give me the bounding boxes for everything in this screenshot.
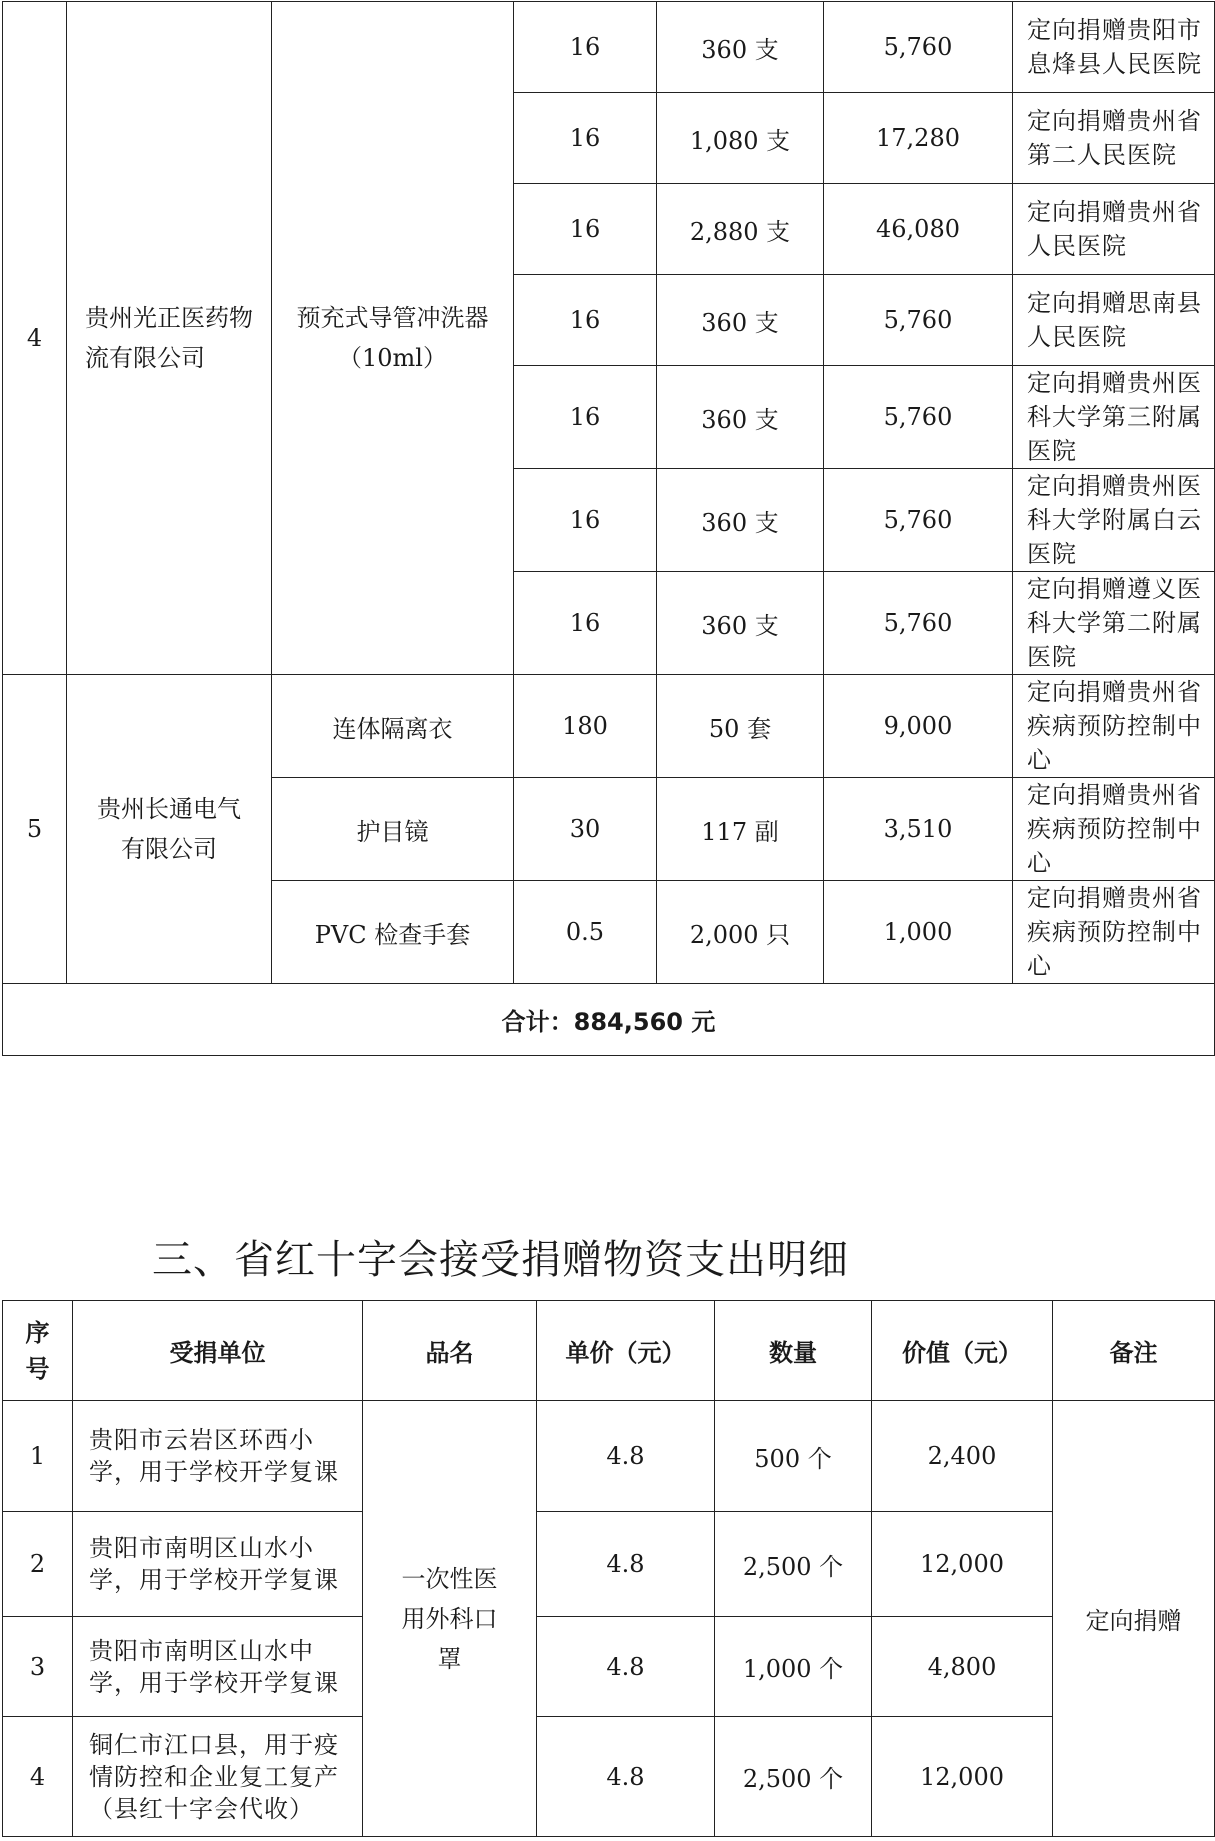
row-number: 2 [3,1512,73,1617]
value: 5,760 [824,366,1013,469]
value: 5,760 [824,2,1013,93]
product-name: 预充式导管冲洗器（10ml） [272,2,514,675]
recipient: 贵阳市南明区山水中学，用于学校开学复课 [73,1617,363,1717]
value: 4,800 [872,1617,1053,1717]
header-quantity: 数量 [715,1301,872,1401]
table-row [3,1617,1215,1717]
remark: 定向捐赠贵州医科大学附属白云医院 [1013,469,1215,572]
header-recipient: 受捐单位 [73,1301,363,1401]
header-row [3,1301,1215,1401]
value: 9,000 [824,675,1013,778]
value: 2,400 [872,1401,1053,1512]
expenditure-table [2,1300,1215,1837]
value: 3,510 [824,778,1013,881]
quantity: 2,880 支 [657,184,824,275]
quantity: 360 支 [657,366,824,469]
value: 12,000 [872,1512,1053,1617]
unit-price: 4.8 [537,1717,715,1837]
unit-price: 16 [514,184,657,275]
header-remark: 备注 [1053,1301,1215,1401]
unit-price: 0.5 [514,881,657,984]
remark: 定向捐赠贵州省疾病预防控制中心 [1013,675,1215,778]
table-row [3,1512,1215,1617]
unit-price: 4.8 [537,1617,715,1717]
unit-price: 16 [514,93,657,184]
product-name: PVC 检查手套 [272,881,514,984]
header-unit-price: 单价（元） [537,1301,715,1401]
donor-name: 贵州长通电气有限公司 [67,675,272,984]
quantity: 360 支 [657,2,824,93]
recipient: 贵阳市云岩区环西小学，用于学校开学复课 [73,1401,363,1512]
remark: 定向捐赠贵州省人民医院 [1013,184,1215,275]
row-number: 1 [3,1401,73,1512]
row-number: 4 [3,1717,73,1837]
unit-price: 16 [514,469,657,572]
unit-price: 4.8 [537,1512,715,1617]
table-row [3,675,1215,778]
donor-name: 贵州光正医药物流有限公司 [67,2,272,675]
remark: 定向捐赠 [1053,1401,1215,1837]
recipient: 铜仁市江口县，用于疫情防控和企业复工复产（县红十字会代收） [73,1717,363,1837]
quantity: 2,000 只 [657,881,824,984]
remark: 定向捐赠遵义医科大学第二附属医院 [1013,572,1215,675]
remark: 定向捐赠贵州省第二人民医院 [1013,93,1215,184]
quantity: 360 支 [657,572,824,675]
product-name: 连体隔离衣 [272,675,514,778]
quantity: 360 支 [657,275,824,366]
product-name: 一次性医用外科口罩 [363,1401,537,1837]
quantity: 500 个 [715,1401,872,1512]
quantity: 1,000 个 [715,1617,872,1717]
header-value: 价值（元） [872,1301,1053,1401]
value: 12,000 [872,1717,1053,1837]
unit-price: 180 [514,675,657,778]
value: 17,280 [824,93,1013,184]
row-number: 5 [3,675,67,984]
header-product: 品名 [363,1301,537,1401]
product-name: 护目镜 [272,778,514,881]
value: 5,760 [824,275,1013,366]
value: 46,080 [824,184,1013,275]
unit-price: 30 [514,778,657,881]
unit-price: 4.8 [537,1401,715,1512]
value: 1,000 [824,881,1013,984]
row-number: 3 [3,1617,73,1717]
quantity: 1,080 支 [657,93,824,184]
total-row [3,984,1215,1056]
recipient: 贵阳市南明区山水小学，用于学校开学复课 [73,1512,363,1617]
remark: 定向捐赠贵阳市息烽县人民医院 [1013,2,1215,93]
table-row [3,1401,1215,1512]
total-amount: 合计：884,560 元 [3,984,1215,1056]
row-number: 4 [3,2,67,675]
value: 5,760 [824,572,1013,675]
remark: 定向捐赠贵州省疾病预防控制中心 [1013,881,1215,984]
unit-price: 16 [514,2,657,93]
quantity: 360 支 [657,469,824,572]
value: 5,760 [824,469,1013,572]
table-row [3,2,1215,93]
remark: 定向捐赠贵州医科大学第三附属医院 [1013,366,1215,469]
unit-price: 16 [514,572,657,675]
unit-price: 16 [514,366,657,469]
remark: 定向捐赠贵州省疾病预防控制中心 [1013,778,1215,881]
table-row [3,1717,1215,1837]
quantity: 2,500 个 [715,1512,872,1617]
donation-detail-table [2,1,1215,1056]
unit-price: 16 [514,275,657,366]
section-title: 三、省红十字会接受捐赠物资支出明细 [152,1237,849,1283]
quantity: 50 套 [657,675,824,778]
header-no: 序号 [3,1301,73,1401]
remark: 定向捐赠思南县人民医院 [1013,275,1215,366]
quantity: 117 副 [657,778,824,881]
quantity: 2,500 个 [715,1717,872,1837]
